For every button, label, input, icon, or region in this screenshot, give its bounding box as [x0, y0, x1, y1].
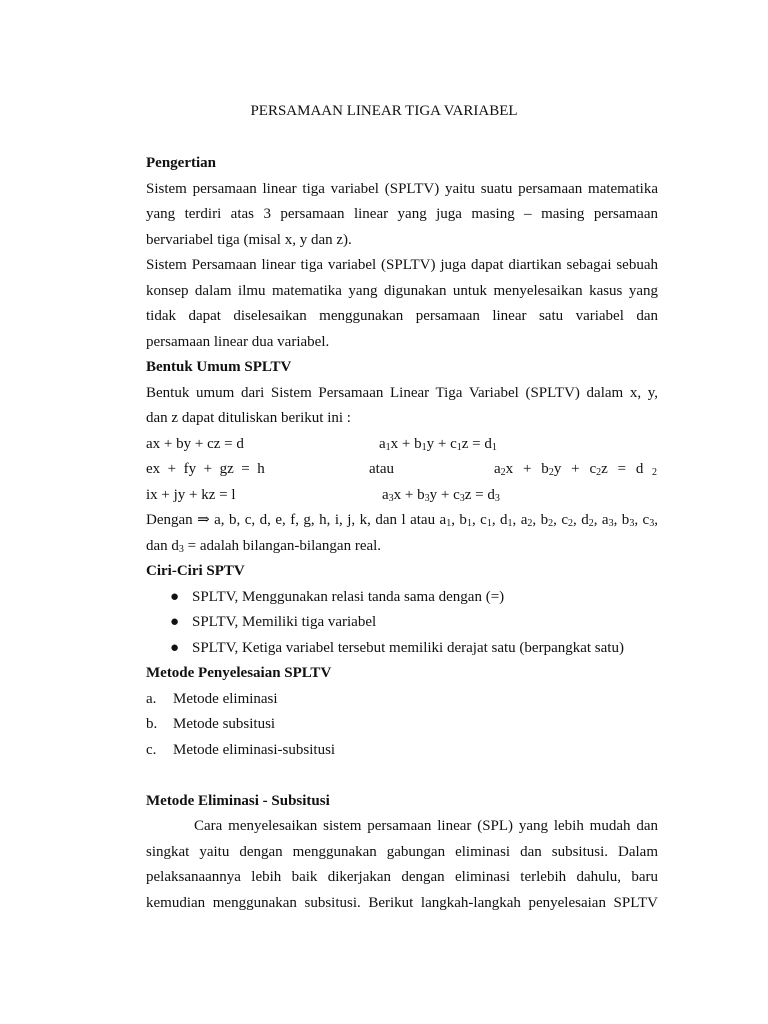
list-item	[146, 712, 658, 738]
list-item	[146, 738, 658, 764]
list-item-label: SPLTV, Ketiga variabel tersebut memiliki derajat satu (berpangkat satu)	[192, 639, 624, 656]
paragraph-line: Cara menyelesaikan sistem persamaan linear (SPL) yang lebih mudah dan	[194, 818, 658, 834]
heading-pengertian: Pengertian	[146, 155, 216, 171]
bullet-icon: ●	[170, 588, 180, 605]
atau-label: atau	[369, 461, 394, 477]
document-title: PERSAMAAN LINEAR TIGA VARIABEL	[250, 103, 518, 119]
paragraph-line: singkat yaitu dengan menggunakan gabungan eliminasi dan subsitusi. Dalam	[146, 843, 658, 860]
paragraph-line: Sistem Persamaan linear tiga variabel (SPLTV) juga dapat diartikan sebagai sebuah	[146, 257, 658, 273]
metode-list	[146, 687, 658, 764]
paragraph-line: pelaksanaannya lebih baik dikerjakan dengan eliminasi terlebih dahulu, baru	[146, 869, 658, 885]
dengan-pre: dan d	[146, 537, 179, 554]
list-item	[146, 610, 658, 636]
equation-right-3: $a_3x + b_3y + c_3z = d_3$	[382, 486, 500, 504]
heading-metode: Metode Penyelesaian SPLTV	[146, 665, 332, 681]
paragraph-line: konsep dalam ilmu matematika yang digunakan untuk menyelesaikan kasus yang	[146, 282, 658, 299]
paragraph-line: persamaan linear dua variabel.	[146, 333, 330, 350]
paragraph-line: kemudian menggunakan subsitusi. Berikut langkah-langkah penyelesaian SPLTV	[146, 894, 658, 911]
list-marker: b.	[146, 716, 158, 732]
paragraph-line: bervariabel tiga (misal x, y dan z).	[146, 231, 352, 248]
list-item-label: Metode subsitusi	[173, 716, 276, 732]
list-item-label: Metode eliminasi	[173, 690, 278, 707]
list-item-label: SPLTV, Memiliki tiga variabel	[192, 614, 377, 630]
equation-row-3	[146, 483, 658, 509]
equation-right-1: $a_1x + b_1y + c_1z = d_1$	[379, 435, 497, 453]
equation-right-2: $a_2x + b_2y + c_2z = d$ $_2$	[494, 461, 657, 478]
paragraph-line: dan z dapat dituliskan berikut ini :	[146, 410, 351, 426]
paragraph-line: Bentuk umum dari Sistem Persamaan Linear Tiga Variabel (SPLTV) dalam x, y,	[146, 384, 658, 401]
dengan-text: Dengan ⇒ a, b, c, d, e, f, g, h, i, j, k, dan l atau a	[146, 512, 447, 528]
paragraph-line: yang terdiri atas 3 persamaan linear yang juga masing – masing persamaan	[146, 206, 658, 222]
list-item-label: Metode eliminasi-subsitusi	[173, 741, 336, 758]
heading-eliminasi-subsitusi: Metode Eliminasi - Subsitusi	[146, 792, 330, 809]
blank-line	[146, 763, 658, 789]
equation-row-1	[146, 432, 658, 458]
list-item	[146, 687, 658, 713]
dengan-post: = adalah bilangan-bilangan real.	[183, 537, 382, 554]
ciri-list	[146, 585, 658, 662]
dengan-line-2: dan $d_3$ = adalah bilangan-bilangan real.	[146, 537, 382, 555]
equation-left-2: ex + fy + gz = h	[146, 461, 265, 477]
equation-left-3: ix + jy + kz = l	[146, 486, 236, 503]
equation-row-2	[146, 457, 658, 483]
list-marker: a.	[146, 690, 157, 707]
heading-bentuk-umum: Bentuk Umum SPLTV	[146, 359, 292, 375]
list-item	[146, 585, 658, 611]
list-item-label: SPLTV, Menggunakan relasi tanda sama dengan (=)	[192, 588, 505, 605]
dengan-line-1: Dengan ⇒ a, b, c, d, e, f, g, h, i, j, k, dan l atau $a_1$, $b_1$, $c_1$, $d_1$, $a_2$, $b_2$, $c_2$, $d_2$, $a_3$, $b_3$, $c_3$,	[146, 512, 658, 529]
paragraph-line: Sistem persamaan linear tiga variabel (SPLTV) yaitu suatu persamaan matematika	[146, 180, 658, 197]
equation-left-1: ax + by + cz = d	[146, 435, 244, 452]
document-body	[146, 151, 658, 916]
heading-ciri-ciri: Ciri-Ciri SPTV	[146, 563, 245, 579]
bullet-icon: ●	[170, 614, 180, 630]
list-item	[146, 636, 658, 662]
list-marker: c.	[146, 741, 157, 758]
paragraph-line: tidak dapat diselesaikan menggunakan persamaan linear satu variabel dan	[146, 308, 658, 324]
bullet-icon: ●	[170, 639, 180, 656]
